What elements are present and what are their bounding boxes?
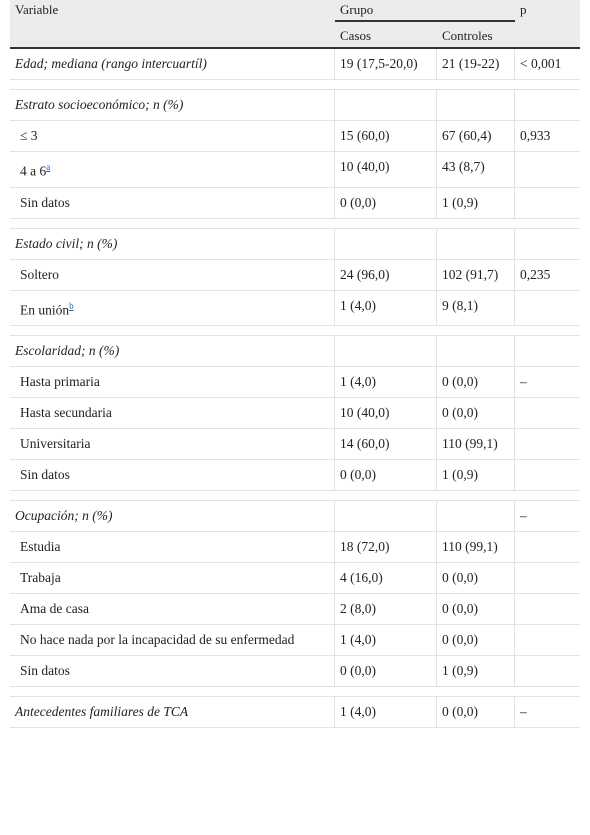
footnote-link-a[interactable]: a — [46, 162, 51, 172]
spacer-row — [10, 219, 580, 229]
table-cell: 0 (0,0) — [335, 460, 437, 491]
header-grupo: Grupo — [335, 0, 515, 22]
table-cell — [335, 336, 437, 367]
table-cell: 0 (0,0) — [437, 367, 515, 398]
table-cell: 21 (19-22) — [437, 49, 515, 80]
table-row — [10, 563, 580, 594]
spacer-row — [10, 80, 580, 90]
table-cell — [515, 152, 580, 188]
table-cell — [437, 229, 515, 260]
table-cell — [515, 532, 580, 563]
header-row-1 — [10, 0, 580, 22]
table-row — [10, 121, 580, 152]
table-cell — [437, 501, 515, 532]
table-cell — [515, 491, 580, 501]
table-cell: 102 (91,7) — [437, 260, 515, 291]
table-cell — [335, 229, 437, 260]
table-cell: 110 (99,1) — [437, 532, 515, 563]
table-cell: No hace nada por la incapacidad de su enfermedad — [10, 625, 335, 656]
table-cell — [335, 326, 437, 336]
table-cell — [10, 491, 335, 501]
table-cell: 0 (0,0) — [437, 625, 515, 656]
table-cell: Hasta primaria — [10, 367, 335, 398]
table-cell: 0,933 — [515, 121, 580, 152]
header-blank — [10, 22, 335, 49]
header-p: p — [515, 0, 580, 22]
table-cell: Trabaja — [10, 563, 335, 594]
demographics-table — [10, 0, 580, 728]
table-cell — [437, 491, 515, 501]
table-cell: 1 (4,0) — [335, 367, 437, 398]
table-cell: 110 (99,1) — [437, 429, 515, 460]
table-row — [10, 367, 580, 398]
table-cell: Ocupación; n (%) — [10, 501, 335, 532]
table-cell: 1 (4,0) — [335, 291, 437, 327]
table-cell: < 0,001 — [515, 49, 580, 80]
table-cell — [515, 188, 580, 219]
table-row — [10, 152, 580, 188]
header-casos: Casos — [335, 22, 437, 49]
table-cell — [515, 429, 580, 460]
table-cell: 1 (0,9) — [437, 656, 515, 687]
table-cell: 24 (96,0) — [335, 260, 437, 291]
table-cell: Sin datos — [10, 188, 335, 219]
table-row — [10, 260, 580, 291]
table-cell: – — [515, 367, 580, 398]
table-cell — [335, 491, 437, 501]
table-cell — [335, 90, 437, 121]
table-cell — [10, 80, 335, 90]
table-cell — [437, 90, 515, 121]
table-cell — [515, 687, 580, 697]
table-cell — [335, 687, 437, 697]
table-cell — [10, 219, 335, 229]
table-cell — [515, 398, 580, 429]
table-cell: 4 a 6$^a$ — [10, 152, 335, 188]
table-cell: 0 (0,0) — [335, 656, 437, 687]
table-cell — [335, 80, 437, 90]
footnote-link-b[interactable]: b — [69, 300, 74, 311]
table-cell — [515, 291, 580, 327]
header-blank-p — [515, 22, 580, 49]
section-row — [10, 336, 580, 367]
table-cell: 4 (16,0) — [335, 563, 437, 594]
table-cell: Estudia — [10, 532, 335, 563]
table-cell — [515, 219, 580, 229]
header-variable: Variable — [10, 0, 335, 22]
table-cell — [437, 326, 515, 336]
table-cell: Universitaria — [10, 429, 335, 460]
table-cell: 2 (8,0) — [335, 594, 437, 625]
table-cell: 0 (0,0) — [437, 563, 515, 594]
table-cell — [437, 80, 515, 90]
table-row — [10, 697, 580, 728]
table-cell: 1 (4,0) — [335, 625, 437, 656]
section-row — [10, 501, 580, 532]
table-row — [10, 49, 580, 80]
table-cell: Hasta secundaria — [10, 398, 335, 429]
table-cell: – — [515, 501, 580, 532]
table-row — [10, 398, 580, 429]
table-cell — [515, 326, 580, 336]
table-cell — [515, 625, 580, 656]
table-cell — [437, 219, 515, 229]
table-cell: 0 (0,0) — [437, 398, 515, 429]
table-cell — [515, 229, 580, 260]
table-cell — [515, 336, 580, 367]
table-cell: Estrato socioeconómico; n (%) — [10, 90, 335, 121]
table-cell: 67 (60,4) — [437, 121, 515, 152]
table-row — [10, 625, 580, 656]
table-cell — [515, 90, 580, 121]
table-cell: 14 (60,0) — [335, 429, 437, 460]
table-cell: 0 (0,0) — [335, 188, 437, 219]
table-row — [10, 460, 580, 491]
table-cell — [515, 656, 580, 687]
table-row — [10, 656, 580, 687]
table-row — [10, 532, 580, 563]
table-cell: 15 (60,0) — [335, 121, 437, 152]
table-cell — [515, 460, 580, 491]
table-cell — [515, 80, 580, 90]
section-row — [10, 229, 580, 260]
spacer-row — [10, 491, 580, 501]
table-cell: 1 (0,9) — [437, 460, 515, 491]
data-table-container — [10, 0, 580, 728]
table-cell — [335, 219, 437, 229]
table-cell — [515, 563, 580, 594]
table-cell: 10 (40,0) — [335, 398, 437, 429]
table-cell: 1 (4,0) — [335, 697, 437, 728]
table-cell: Sin datos — [10, 656, 335, 687]
table-row — [10, 429, 580, 460]
table-cell: 1 (0,9) — [437, 188, 515, 219]
table-cell: Escolaridad; n (%) — [10, 336, 335, 367]
header-controles: Controles — [437, 22, 515, 49]
table-cell: En unión$^b$ — [10, 291, 335, 327]
table-cell: ≤ 3 — [10, 121, 335, 152]
table-cell — [437, 687, 515, 697]
table-cell: Ama de casa — [10, 594, 335, 625]
table-cell: 9 (8,1) — [437, 291, 515, 327]
spacer-row — [10, 326, 580, 336]
table-cell — [10, 687, 335, 697]
table-cell — [10, 326, 335, 336]
table-cell: Estado civil; n (%) — [10, 229, 335, 260]
table-cell: 18 (72,0) — [335, 532, 437, 563]
table-cell: 0 (0,0) — [437, 697, 515, 728]
table-cell: Soltero — [10, 260, 335, 291]
table-cell: 0,235 — [515, 260, 580, 291]
table-cell: 0 (0,0) — [437, 594, 515, 625]
table-cell: 43 (8,7) — [437, 152, 515, 188]
table-cell — [335, 501, 437, 532]
table-cell — [515, 594, 580, 625]
section-row — [10, 90, 580, 121]
spacer-row — [10, 687, 580, 697]
table-row — [10, 291, 580, 327]
table-cell: Antecedentes familiares de TCA — [10, 697, 335, 728]
table-cell: – — [515, 697, 580, 728]
table-row — [10, 594, 580, 625]
table-cell: 10 (40,0) — [335, 152, 437, 188]
header-row-2 — [10, 22, 580, 49]
table-cell — [437, 336, 515, 367]
table-row — [10, 188, 580, 219]
table-cell: Edad; mediana (rango intercuartíl) — [10, 49, 335, 80]
table-cell: 19 (17,5-20,0) — [335, 49, 437, 80]
table-cell: Sin datos — [10, 460, 335, 491]
